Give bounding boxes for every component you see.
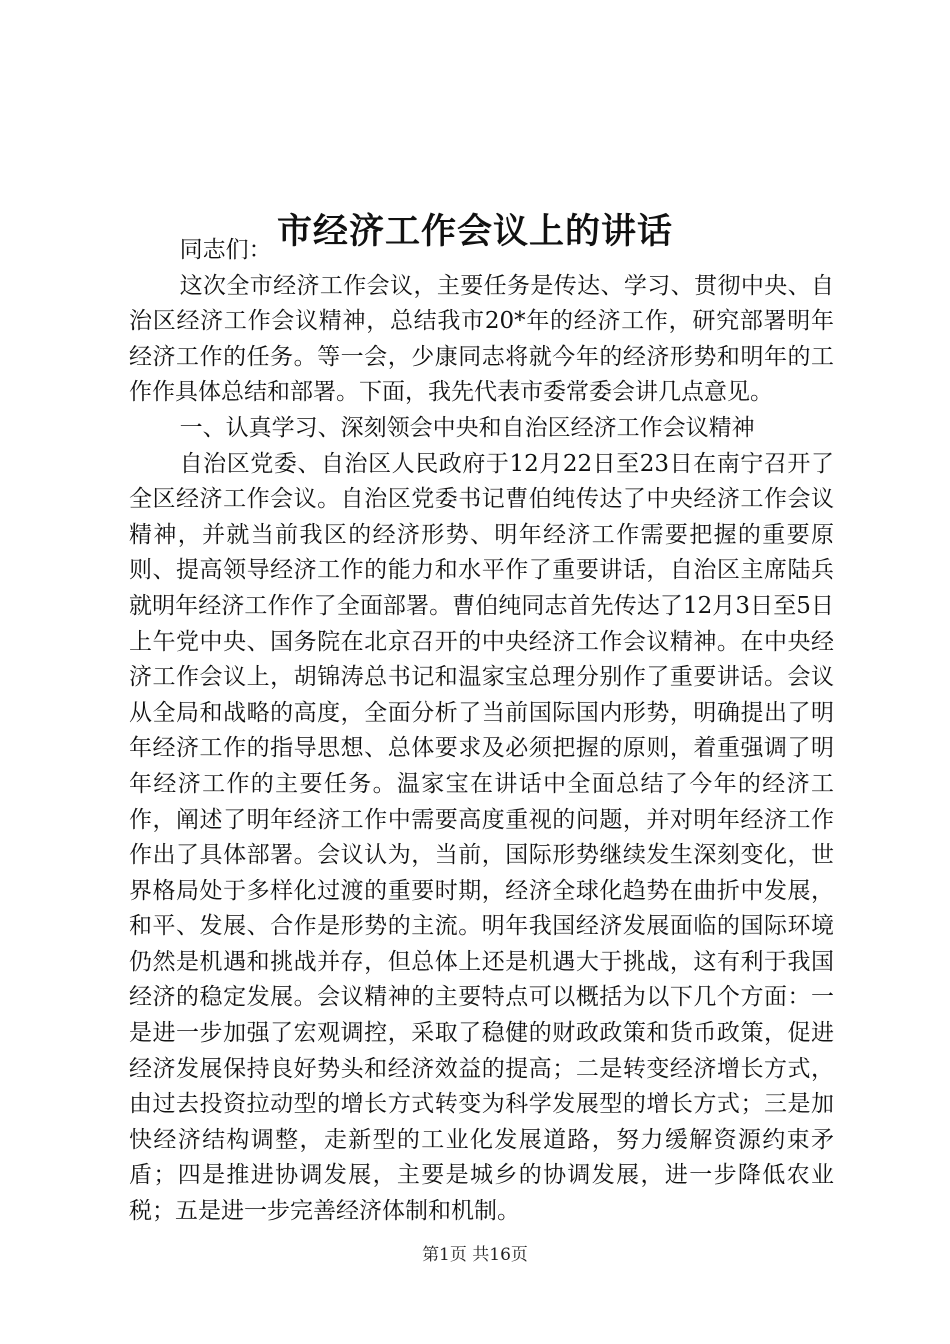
intro-paragraph: 这次全市经济工作会议，主要任务是传达、学习、贯彻中央、自治区经济工作会议精神，总结我市20*年的经济工作，研究部署明年经济工作的任务。等一会，少康同志将就今年的经济形势和明年的工作作具体总结和部署。下面，我先代表市委常委会讲几点意见。 xyxy=(129,272,834,406)
page-number-footer: 第1页 共16页 xyxy=(422,1245,528,1265)
body-paragraph: 自治区党委、自治区人民政府于12月22日至23日在南宁召开了全区经济工作会议。自治区党委书记曹伯纯传达了中央经济工作会议精神，并就当前我区的经济形势、明年经济工作需要把握的重要原则、提高领导经济工作的能力和水平作了重要讲话，自治区主席陆兵就明年经济工作作了全面部署。曹伯纯同志首先传达了12月3日至5日上午党中央、国务院在北京召开的中央经济工作会议精神。在中央经济工作会议上，胡锦涛总书记和温家宝总理分别作了重要讲话。会议从全局和战略的高度，全面分析了当前国际国内形势，明确提出了明年经济工作的指导思想、总体要求及必须把握的原则，着重强调了明年经济工作的主要任务。温家宝在讲话中全面总结了今年的经济工作，阐述了明年经济工作中需要高度重视的问题，并对明年经济工作作出了具体部署。会议认为，当前，国际形势继续发生深刻变化，世界格局处于多样化过渡的重要时期，经济全球化趋势在曲折中发展，和平、发展、合作是形势的主流。明年我国经济发展面临的国际环境仍然是机遇和挑战并存，但总体上还是机遇大于挑战，这有利于我国经济的稳定发展。会议精神的主要特点可以概括为以下几个方面：一是进一步加强了宏观调控，采取了稳健的财政政策和货币政策，促进经济发展保持良好势头和经济效益的提高；二是转变经济增长方式，由过去投资拉动型的增长方式转变为科学发展型的增长方式；三是加快经济结构调整，走新型的工业化发展道路，努力缓解资源约束矛盾；四是推进协调发展，主要是城乡的协调发展，进一步降低农业税；五是进一步完善经济体制和机制。 xyxy=(129,450,834,1225)
salutation-paragraph: 同志们： xyxy=(179,237,272,263)
section-heading: 一、认真学习、深刻领会中央和自治区经济工作会议精神 xyxy=(179,414,755,441)
document-title: 市经济工作会议上的讲话 xyxy=(276,211,673,253)
document-body xyxy=(129,233,834,1230)
